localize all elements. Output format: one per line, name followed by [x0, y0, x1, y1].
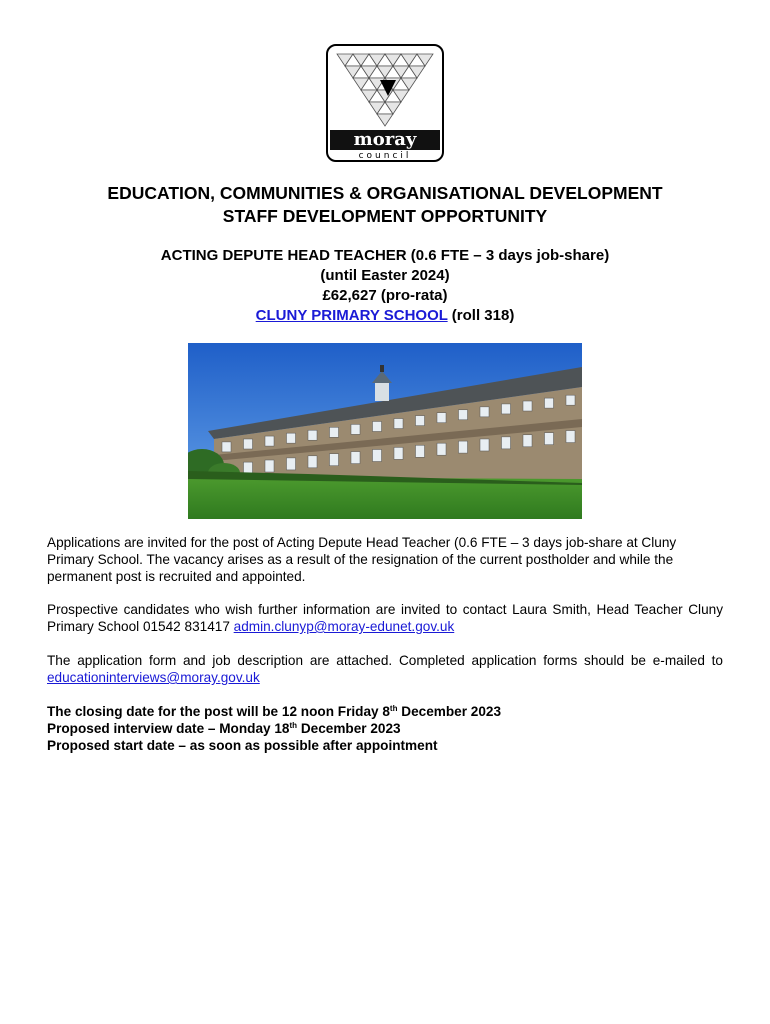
- school-building-icon: [188, 343, 582, 519]
- contact-email-link[interactable]: admin.clunyp@moray-edunet.gov.uk: [233, 619, 455, 634]
- interview-date: [47, 720, 723, 737]
- contact-text: Prospective candidates who wish further information are invited to contact Laura Smith, Head Teacher Cluny Primary School 01542 831417: [47, 602, 723, 634]
- post-title: ACTING DEPUTE HEAD TEACHER (0.6 FTE – 3 days job-share): [160, 247, 610, 264]
- application-paragraph: [47, 652, 723, 686]
- start-date: Proposed start date – as soon as possible after appointment: [47, 738, 438, 753]
- school-building-photo: [188, 343, 582, 519]
- closing-date: [47, 703, 723, 720]
- closing-date-month: December 2023: [397, 704, 502, 719]
- moray-council-logo: [326, 44, 444, 162]
- logo-subtext: council: [358, 151, 412, 161]
- closing-date-suffix: th: [389, 704, 398, 713]
- key-dates: [47, 703, 723, 754]
- application-email-link[interactable]: educationinterviews@moray.gov.uk: [47, 670, 260, 685]
- moray-council-logo-icon: [326, 44, 444, 162]
- post-heading: [0, 246, 770, 326]
- closing-date-text: The closing date for the post will be 12 noon Friday 8: [47, 704, 390, 719]
- post-duration: (until Easter 2024): [320, 267, 450, 284]
- post-salary: £62,627 (pro-rata): [322, 287, 448, 304]
- page-header: [0, 182, 770, 228]
- intro-paragraph: Applications are invited for the post of Acting Depute Head Teacher (0.6 FTE – 3 days job-share at Cluny Primary School. The vacancy arises as a result of the resignation of the current postholder and while the permanent post is recruited and appointed.: [47, 535, 677, 584]
- header-line-1: EDUCATION, COMMUNITIES & ORGANISATIONAL DEVELOPMENT: [107, 183, 663, 203]
- application-text: The application form and job description are attached. Completed application forms should be e-mailed to: [47, 653, 723, 668]
- interview-date-text: Proposed interview date – Monday 18: [47, 721, 290, 736]
- school-roll: (roll 318): [447, 307, 515, 324]
- logo-wordmark: moray: [353, 129, 417, 150]
- interview-date-suffix: th: [289, 721, 298, 730]
- contact-paragraph: [47, 601, 723, 635]
- school-link[interactable]: CLUNY PRIMARY SCHOOL: [255, 307, 448, 324]
- post-school: [0, 306, 770, 326]
- header-line-2: STAFF DEVELOPMENT OPPORTUNITY: [222, 206, 548, 226]
- interview-date-month: December 2023: [297, 721, 401, 736]
